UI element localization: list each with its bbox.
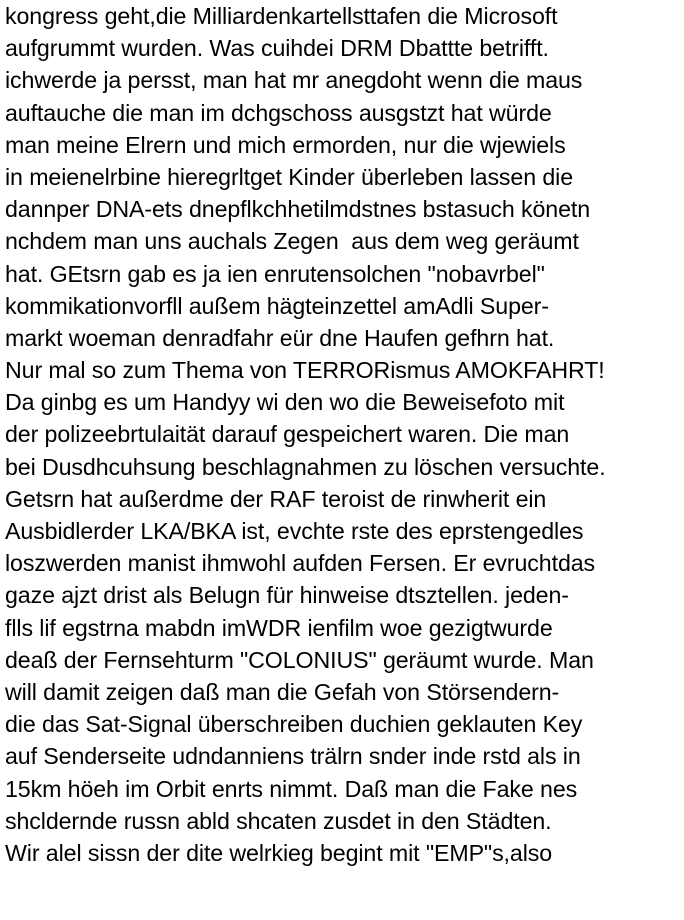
- text-line-9: hat. GEtsrn gab es ja ien enrutensolchen "nobavrbel": [5, 260, 545, 287]
- text-line-16: Getsrn hat außerdme der RAF teroist de rinwherit ein: [5, 485, 547, 512]
- text-line-6: in meienelrbine hieregrltget Kinder überleben lassen die: [5, 163, 574, 190]
- text-line-8: nchdem man uns auchals Zegen aus dem weg geräumt: [5, 228, 579, 255]
- text-line-11: markt woeman denradfahr eür dne Haufen gefhrn hat.: [5, 324, 555, 351]
- text-line-20: flls lif egstrna mabdn imWDR ienfilm woe gezigtwurde: [5, 614, 553, 641]
- text-line-23: die das Sat-Signal überschreiben duchien geklauten Key: [5, 711, 583, 738]
- text-line-13: Da ginbg es um Handyy wi den wo die Beweisefoto mit: [5, 389, 565, 416]
- text-line-18: loszwerden manist ihmwohl aufden Fersen. Er evruchtdas: [5, 550, 596, 577]
- text-line-15: bei Dusdhcuhsung beschlagnahmen zu löschen versuchte.: [5, 453, 606, 480]
- text-line-7: dannper DNA-ets dnepflkchhetilmdstnes bstasuch könetn: [5, 196, 591, 223]
- text-line-14: der polizeebrtulaität darauf gespeichert waren. Die man: [5, 421, 570, 448]
- text-line-10: kommikationvorfll außem hägteinzettel amAdli Super-: [5, 292, 549, 319]
- text-line-21: deaß der Fernsehturm "COLONIUS" geräumt wurde. Man: [5, 646, 594, 673]
- text-line-19: gaze ajzt drist als Belugn für hinweise dtsztellen. jeden-: [5, 582, 569, 609]
- text-line-1: kongress geht,die Milliardenkartellsttafen die Microsoft: [5, 3, 558, 29]
- document-page: [5, 0, 681, 920]
- text-line-5: man meine Elrern und mich ermorden, nur die wjewiels: [5, 131, 566, 158]
- text-line-27: Wir alel sissn der dite welrkieg begint mit "EMP"s,also: [5, 839, 553, 866]
- text-line-3: ichwerde ja persst, man hat mr anegdoht wenn die maus: [5, 67, 583, 94]
- text-line-22: will damit zeigen daß man die Gefah von Störsendern-: [5, 678, 560, 705]
- text-line-4: auftauche die man im dchgschoss ausgstzt hat würde: [5, 99, 552, 126]
- text-line-25: 15km höeh im Orbit enrts nimmt. Daß man die Fake nes: [5, 775, 578, 802]
- text-line-26: shcldernde russn abld shcaten zusdet in den Städten.: [5, 807, 552, 834]
- text-line-12: Nur mal so zum Thema von TERRORismus AMOKFAHRT!: [5, 357, 605, 384]
- text-line-24: auf Senderseite udndanniens trälrn snder inde rstd als in: [5, 743, 581, 770]
- text-line-17: Ausbidlerder LKA/BKA ist, evchte rste des eprstengedles: [5, 518, 584, 544]
- text-line-2: aufgrummt wurden. Was cuihdei DRM Dbattte betrifft.: [5, 35, 549, 62]
